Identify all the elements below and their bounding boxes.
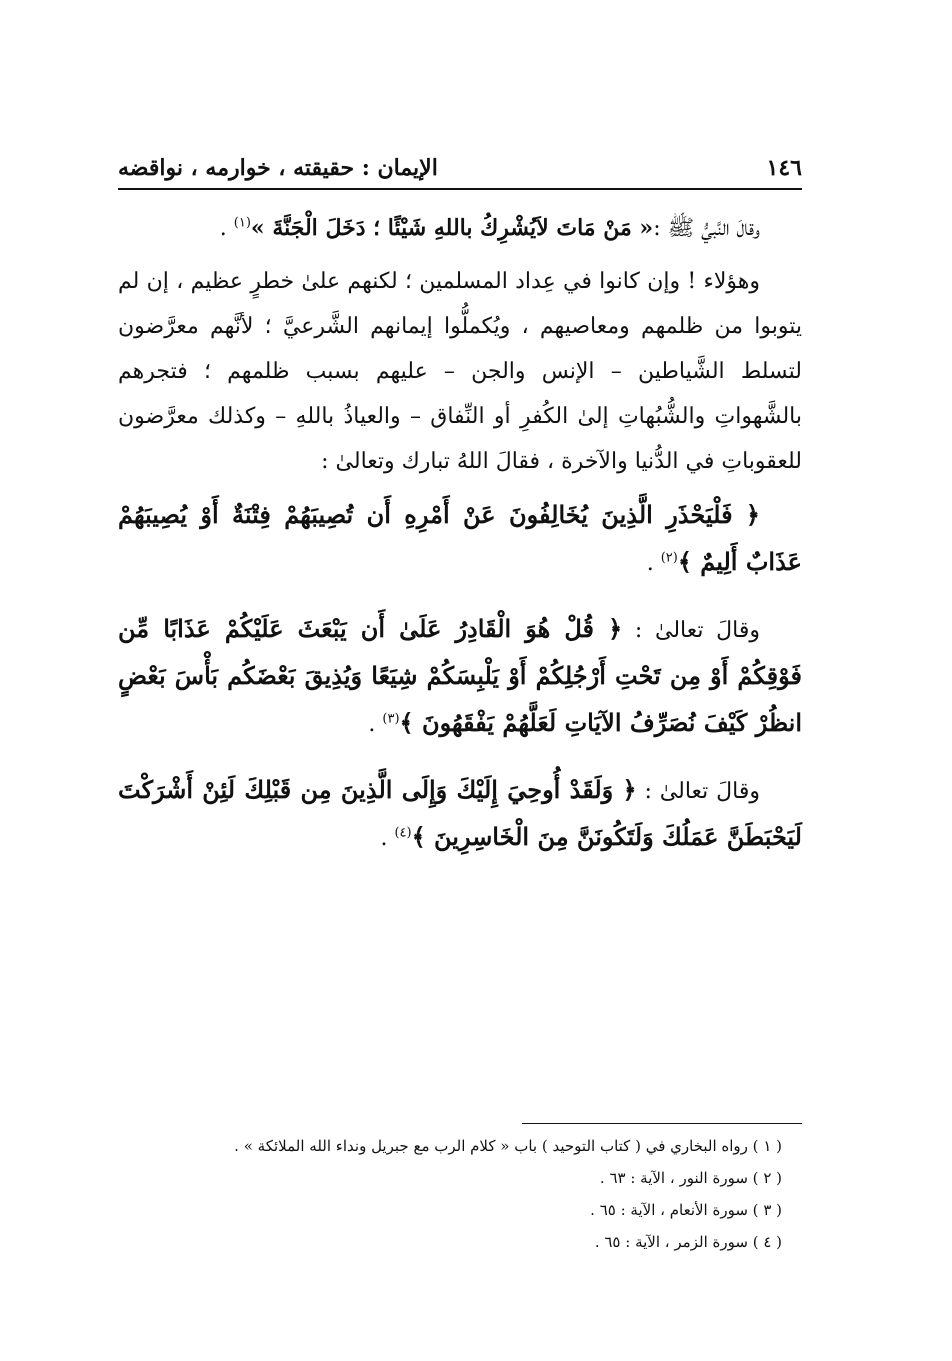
paragraph-verse-1 bbox=[118, 492, 802, 586]
page-body bbox=[118, 206, 802, 861]
paragraph-hadith bbox=[118, 206, 802, 251]
quran-verse-3: ﴿ وَلَقَدْ أُوحِيَ إِلَيْكَ وَإِلَى الَّذِينَ مِن قَبْلِكَ لَئِنْ أَشْرَكْتَ لَيَحْبَطَنَّ عَمَلُكَ وَلَتَكُونَنَّ مِنَ الْخَاسِرِينَ ﴾ bbox=[118, 775, 802, 851]
verse-lead: وقالَ تعالىٰ : bbox=[622, 618, 760, 643]
footnote-rule bbox=[522, 1123, 802, 1124]
paragraph-commentary: وهؤلاء ! وإن كانوا في عِداد المسلمين ؛ لكنهم علىٰ خطرٍ عظيم ، إن لم يتوبوا من ظلمهم ومعاصيهم ، ويُكملُّوا إيمانهم الشَّرعيَّ ؛ لأنَّهم معرَّضون لتسلط الشَّياطين – الإنس والجن – عليهم بسبب ظلمهم ؛ فتجرهم بالشَّهواتِ والشُّبُهاتِ إلىٰ الكُفرِ أو النِّفاق – والعياذُ باللهِ – وكذلك معرَّضون للعقوباتِ في الدُّنيا والآخرة ، فقالَ اللهُ تبارك وتعالىٰ : bbox=[118, 269, 802, 474]
paragraph-end: . bbox=[646, 551, 661, 576]
quran-verse-2: ﴿ قُلْ هُوَ الْقَادِرُ عَلَىٰ أَن يَبْعَثَ عَلَيْكُمْ عَذَابًا مِّن فَوْقِكُمْ أَوْ مِن تَحْتِ أَرْجُلِكُمْ أَوْ يَلْبِسَكُمْ شِيَعًا وَيُذِيقَ بَعْضَكُم بَأْسَ بَعْضٍ انظُرْ كَيْفَ نُصَرِّفُ الآيَاتِ لَعَلَّهُمْ يَفْقَهُونَ ﴾ bbox=[118, 614, 802, 737]
footnote-ref-3: (٣) bbox=[382, 711, 400, 727]
running-title: الإيمان : حقيقته ، خوارمه ، نواقضه bbox=[118, 155, 438, 181]
paragraph-verse-2 bbox=[118, 606, 802, 747]
footnotes bbox=[150, 1130, 782, 1258]
footnote-2: ( ٢ ) سورة النور ، الآية : ٦٣ . bbox=[599, 1169, 782, 1187]
paragraph-verse-3 bbox=[118, 767, 802, 861]
hadith-text: « مَنْ مَاتَ لاَيُشْرِكُ باللهِ شَيْئًا ؛ دَخَلَ الْجَنَّةَ » bbox=[250, 215, 654, 241]
footnote-ref-4: (٤) bbox=[394, 825, 412, 841]
page-header bbox=[118, 150, 802, 186]
footnote-ref-1: (١) bbox=[233, 215, 251, 231]
verse-lead: وقالَ تعالىٰ : bbox=[636, 779, 760, 804]
hadith-lead: وقالَ النَّبيُّ ﷺ : bbox=[653, 216, 760, 241]
footnote-1: ( ١ ) رواه البخاري في ( كتاب التوحيد ) باب « كلام الرب مع جبريل ونداء الله الملائكة » . bbox=[234, 1137, 782, 1155]
page-number: ١٤٦ bbox=[766, 155, 802, 181]
footnote-3: ( ٣ ) سورة الأنعام ، الآية : ٦٥ . bbox=[590, 1201, 782, 1219]
paragraph-end: . bbox=[368, 712, 383, 737]
footnote-4: ( ٤ ) سورة الزمر ، الآية : ٦٥ . bbox=[594, 1233, 782, 1251]
quran-verse-1: ﴿ فَلْيَحْذَرِ الَّذِينَ يُخَالِفُونَ عَنْ أَمْرِهِ أَن تُصِيبَهُمْ فِتْنَةٌ أَوْ يُصِيبَهُمْ عَذَابٌ أَلِيمٌ ﴾ bbox=[118, 500, 802, 576]
footnote-ref-2: (٢) bbox=[660, 550, 678, 566]
paragraph-end: . bbox=[219, 216, 234, 241]
paragraph-end: . bbox=[380, 826, 395, 851]
header-rule bbox=[118, 188, 802, 190]
